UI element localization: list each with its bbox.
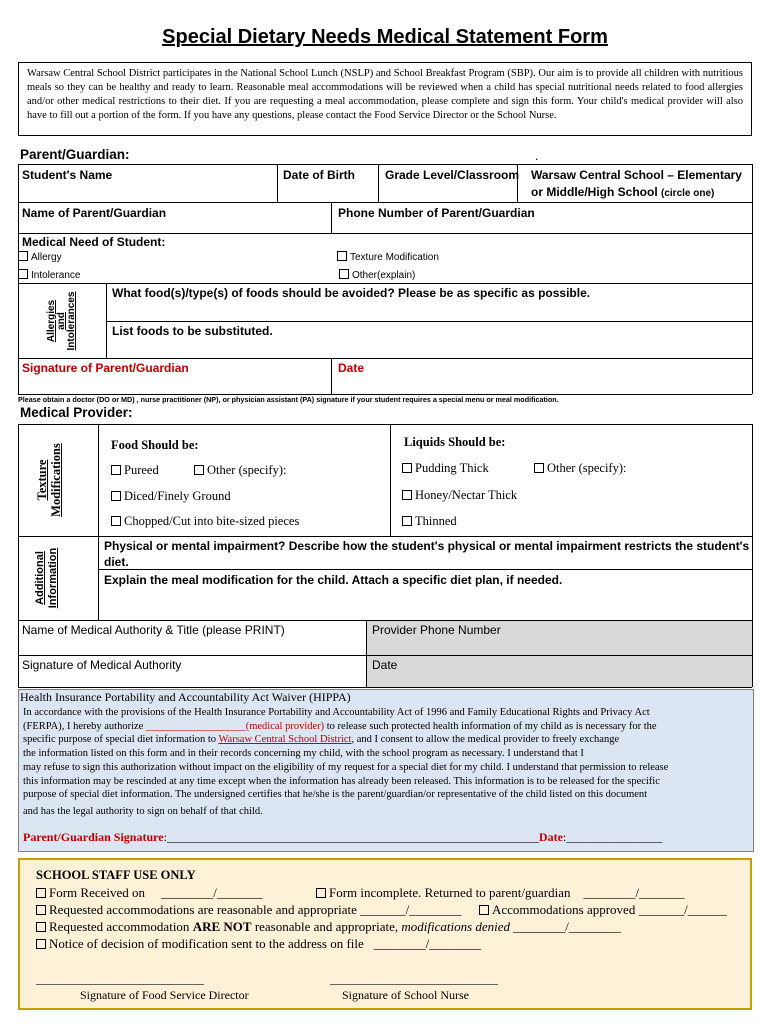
form-received-row[interactable]: Form Received on ________/_______ bbox=[36, 885, 262, 901]
allergy-checkbox[interactable]: Allergy bbox=[18, 251, 62, 263]
notice-row[interactable]: Notice of decision of modification sent to the address on file ________/________ bbox=[36, 936, 481, 952]
dob-label: Date of Birth bbox=[283, 168, 355, 182]
additional-info-side-label: Additional Information bbox=[34, 547, 59, 609]
form-incomplete-row[interactable]: Form incomplete. Returned to parent/guardian ________/_______ bbox=[316, 885, 685, 901]
approved-row[interactable]: Accommodations approved _______/______ bbox=[479, 902, 727, 918]
page-title: Special Dietary Needs Medical Statement Form bbox=[162, 26, 608, 48]
authority-signature-label: Signature of Medical Authority bbox=[22, 658, 182, 672]
thinned-checkbox[interactable]: Thinned bbox=[402, 514, 457, 529]
not-reasonable-row[interactable]: Requested accommodation ARE NOT reasonable and appropriate, modifications denied ________/________ bbox=[36, 919, 621, 935]
liquids-should-be-label: Liquids Should be: bbox=[404, 435, 506, 449]
stray-dot: . bbox=[535, 149, 539, 163]
parent-phone-label: Phone Number of Parent/Guardian bbox=[338, 206, 535, 220]
diced-checkbox[interactable]: Diced/Finely Ground bbox=[111, 489, 231, 504]
liquid-other-checkbox[interactable]: Other (specify): bbox=[534, 461, 626, 476]
director-signature-label: Signature of Food Service Director bbox=[80, 988, 249, 1002]
texture-side-label: Texture Modifications bbox=[35, 443, 63, 517]
parent-name-label: Name of Parent/Guardian bbox=[22, 206, 167, 220]
hipaa-signature-line[interactable]: Parent/Guardian Signature:______________________________________________________________Date:________________ bbox=[23, 830, 663, 844]
substituted-label: List foods to be substituted. bbox=[112, 324, 273, 338]
chopped-checkbox[interactable]: Chopped/Cut into bite-sized pieces bbox=[111, 514, 299, 529]
food-other-checkbox[interactable]: Other (specify): bbox=[194, 463, 286, 478]
honey-checkbox[interactable]: Honey/Nectar Thick bbox=[402, 488, 517, 503]
intro-text: Warsaw Central School District participates in the National School Lunch (NSLP) and School Breakfast Program (SBP). Our aim is to provide all children with nutritious meals so they can be healthy and ready to learn. Reasonable meal accommodations will be reviewed when a child has special nutritional needs related to food allergies and/or other medical restrictions to their diet. If you are requesting a meal accommodation, please complete and sign this form. Your child's medical provider will also have to fill out a portion of the form. If you have any questions, please contact the Food Service Director or the School Nurse. bbox=[18, 62, 752, 136]
hipaa-title: Health Insurance Portability and Accountability Act Waiver (HIPPA) bbox=[20, 690, 351, 704]
provider-note: Please obtain a doctor (DO or MD) , nurse practitioner (NP), or physician assistant (PA) signature if your student requires a special menu or meal modification. bbox=[18, 395, 559, 404]
school-line-1: Warsaw Central School – Elementary bbox=[531, 168, 742, 182]
director-signature-line[interactable]: ____________________________ bbox=[36, 972, 204, 986]
other-explain-checkbox[interactable]: Other(explain) bbox=[339, 269, 415, 281]
impairment-question: Physical or mental impairment? Describe how the student's physical or mental impairment restricts the student's diet. bbox=[104, 539, 750, 569]
parent-signature-label: Signature of Parent/Guardian bbox=[22, 361, 189, 375]
provider-date-label: Date bbox=[372, 658, 398, 672]
provider-heading: Medical Provider: bbox=[20, 405, 133, 420]
parent-date-label: Date bbox=[338, 361, 365, 375]
school-line-2: or Middle/High School (circle one) bbox=[531, 185, 715, 199]
explain-modification-label: Explain the meal modification for the child. Attach a specific diet plan, if needed. bbox=[104, 573, 563, 587]
food-should-be-label: Food Should be: bbox=[111, 438, 199, 452]
texture-mod-checkbox[interactable]: Texture Modification bbox=[337, 251, 439, 263]
reasonable-row[interactable]: Requested accommodations are reasonable and appropriate _______/________ bbox=[36, 902, 461, 918]
avoid-question: What food(s)/type(s) of foods should be avoided? Please be as specific as possible. bbox=[112, 286, 591, 300]
pudding-checkbox[interactable]: Pudding Thick bbox=[402, 461, 489, 476]
intolerance-checkbox[interactable]: Intolerance bbox=[18, 269, 80, 281]
hipaa-body: In accordance with the provisions of the Health Insurance Portability and Accountability Act of 1996 and Family Educational Rights and Privacy Act (FERPA), I hereby authorize ___________________(medical provider) to release such protected health information of my child as is necessary for the specific purpose of special diet information to Warsaw Central School District, and I consent to allow the medical provider to freely exchange the information listed on this form and in their records concerning my child, with the school program as necessary. I understand that I may refuse to sign this authorization without impact on the eligibility of my request for a special diet for my child. I understand that permission to release this information may be rescinded at any time except when the information has already been released. This information is to be released for the specific purpose of special diet information. The undersigned certifies that he/she is the parent/guardian/or representative of the child listed on this document and has the legal authority to sign on behalf of that child. bbox=[23, 707, 669, 817]
student-name-label: Student's Name bbox=[22, 168, 113, 182]
grade-label: Grade Level/Classroom bbox=[385, 168, 520, 182]
nurse-signature-line[interactable]: ____________________________ bbox=[330, 972, 498, 986]
staff-title: SCHOOL STAFF USE ONLY bbox=[36, 868, 196, 882]
medical-need-label: Medical Need of Student: bbox=[22, 235, 166, 249]
nurse-signature-label: Signature of School Nurse bbox=[342, 988, 469, 1002]
parent-heading: Parent/Guardian: bbox=[20, 147, 130, 162]
pureed-checkbox[interactable]: Pureed bbox=[111, 463, 159, 478]
provider-phone-label: Provider Phone Number bbox=[372, 623, 501, 637]
authority-name-label: Name of Medical Authority & Title (please PRINT) bbox=[22, 623, 285, 637]
allergies-side-label: Allergies and Intolerances bbox=[46, 291, 77, 351]
